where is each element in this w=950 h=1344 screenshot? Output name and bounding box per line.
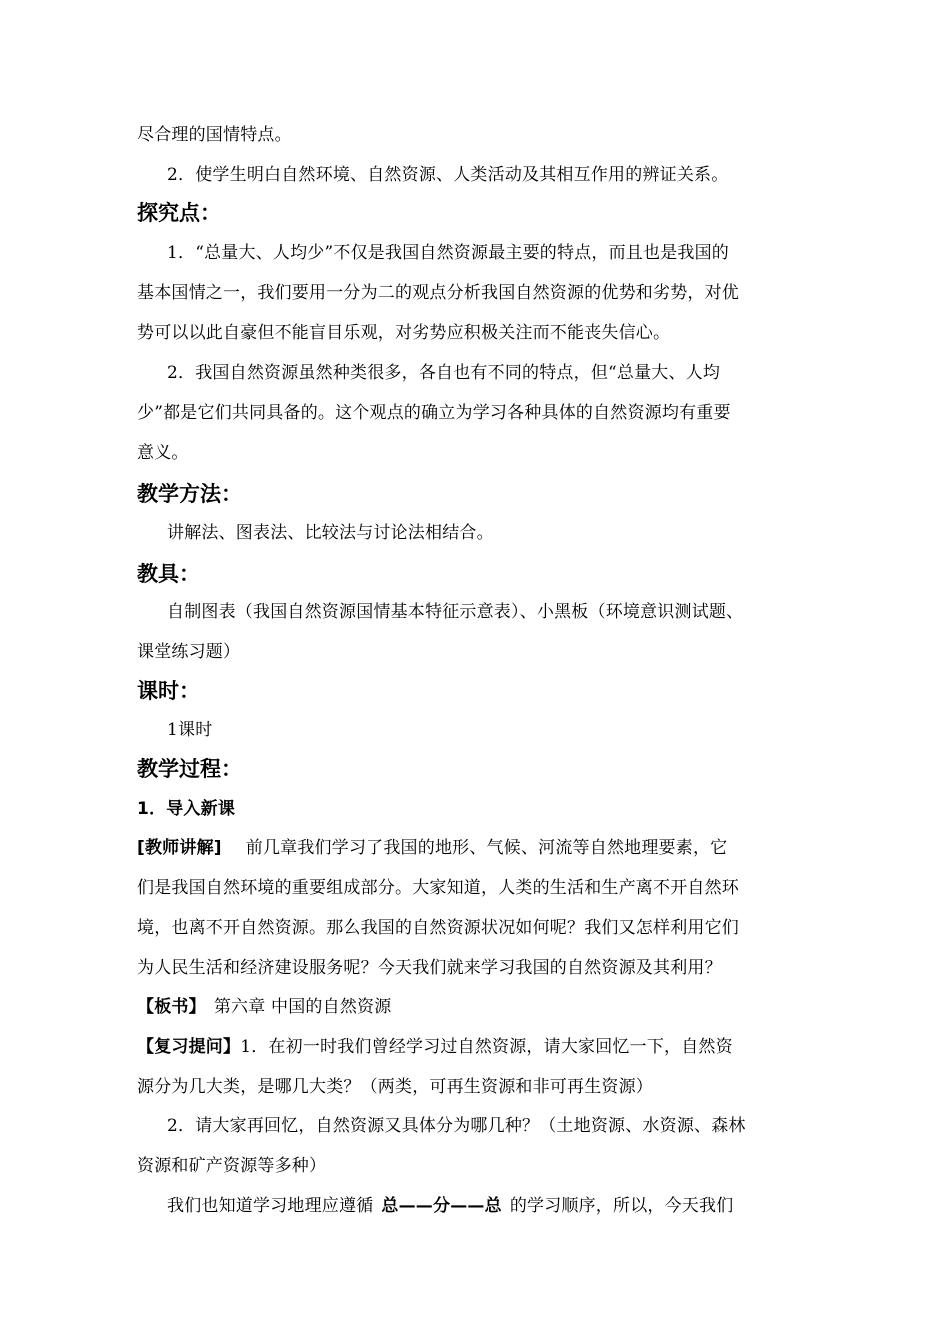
objective-2: 2．使学生明白自然环境、自然资源、人类活动及其相互作用的辨证关系。 — [167, 165, 729, 185]
teacher-explanation-line — [137, 836, 827, 860]
paragraph-line: 境，也离不开自然资源。那么我国的自然资源状况如何呢？我们又怎样利用它们 — [137, 918, 739, 938]
paragraph-line: 课堂练习题） — [137, 642, 241, 662]
board-writing-line — [137, 995, 827, 1019]
paragraph-line: 为人民生活和经济建设服务呢？今天我们就来学习我国的自然资源及其利用？ — [137, 958, 722, 978]
heading-teaching-process: 教学过程： — [137, 757, 242, 781]
heading-class-period: 课时： — [137, 679, 200, 703]
review-question-label: 【复习提问】 — [137, 1037, 241, 1057]
explore-point-2: 2．我国自然资源虽然种类很多，各自也有不同的特点，但“总量大、人均 — [167, 363, 721, 383]
review-question-text: 1．在初一时我们曾经学习过自然资源，请大家回忆一下，自然资 — [240, 1037, 733, 1057]
review-question-line — [137, 1035, 827, 1059]
paragraph-line: 势可以以此自豪但不能盲目乐观，对劣势应积极关注而不能丧失信心。 — [137, 323, 671, 343]
paragraph-line: 源分为几大类，是哪几大类？（两类，可再生资源和非可再生资源） — [137, 1077, 653, 1097]
section-intro-new-lesson: 1．导入新课 — [137, 799, 236, 819]
learning-order-line — [167, 1194, 827, 1218]
review-question-2: 2．请大家再回忆，自然资源又具体分为哪几种？（土地资源、水资源、森林 — [167, 1116, 746, 1136]
heading-teaching-tools: 教具： — [137, 562, 200, 586]
teacher-explanation-label: [教师讲解] — [137, 838, 222, 858]
paragraph-line: 们是我国自然环境的重要组成部分。大家知道，人类的生活和生产离不开自然环 — [137, 878, 739, 898]
teaching-tools-text: 自制图表（我国自然资源国情基本特征示意表）、小黑板（环境意识测试题、 — [167, 602, 744, 622]
explore-point-1: 1．“总量大、人均少”不仅是我国自然资源最主要的特点，而且也是我国的 — [167, 243, 729, 263]
teacher-explanation-text: 前几章我们学习了我国的地形、气候、河流等自然地理要素，它 — [245, 838, 728, 858]
learning-order-text-c: 的学习顺序，所以，今天我们 — [509, 1196, 734, 1216]
heading-explore-points: 探究点： — [137, 201, 221, 225]
paragraph-line: 意义。 — [137, 443, 189, 463]
class-period-text: 1课时 — [167, 720, 213, 740]
paragraph-line: 资源和矿产资源等多种） — [137, 1156, 327, 1176]
board-writing-label: 【板书】 — [137, 997, 206, 1017]
board-writing-text: 第六章 中国的自然资源 — [213, 997, 392, 1017]
heading-teaching-method: 教学方法： — [137, 482, 242, 506]
paragraph-line: 尽合理的国情特点。 — [137, 125, 292, 145]
paragraph-line: 少”都是它们共同具备的。这个观点的确立为学习各种具体的自然资源均有重要 — [137, 403, 731, 423]
paragraph-line: 基本国情之一，我们要用一分为二的观点分析我国自然资源的优势和劣势，对优 — [137, 283, 739, 303]
learning-order-emphasis: 总——分——总 — [381, 1196, 502, 1216]
learning-order-text-a: 我们也知道学习地理应遵循 — [167, 1196, 374, 1216]
teaching-method-text: 讲解法、图表法、比较法与讨论法相结合。 — [167, 523, 494, 543]
